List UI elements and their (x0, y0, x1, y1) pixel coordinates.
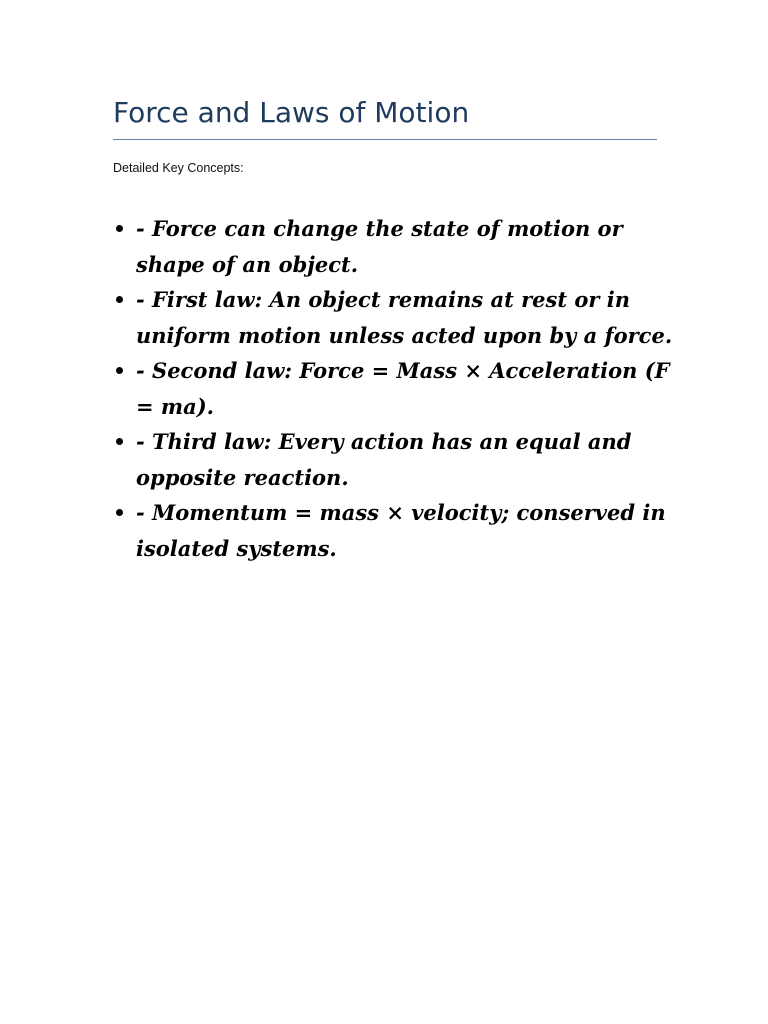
list-item-text: - First law: An object remains at rest or in uniform motion unless acted upon by a force. (136, 287, 673, 348)
section-subtitle: Detailed Key Concepts: (113, 161, 244, 175)
list-item (113, 282, 673, 353)
list-item-text: - Force can change the state of motion or shape of an object. (136, 216, 623, 277)
list-item (113, 211, 673, 282)
list-item (113, 353, 673, 424)
list-item-text: - Second law: Force = Mass × Acceleration (F = ma). (136, 358, 670, 419)
list-item-text: - Third law: Every action has an equal and opposite reaction. (136, 429, 632, 490)
list-item (113, 424, 673, 495)
list-item-text: - Momentum = mass × velocity; conserved in isolated systems. (136, 500, 666, 561)
title-underline (113, 139, 657, 140)
bullet-icon (113, 282, 125, 318)
key-concepts-list (113, 211, 673, 566)
list-item (113, 495, 673, 566)
bullet-icon (113, 495, 125, 531)
bullet-icon (113, 424, 125, 460)
bullet-icon (113, 211, 125, 247)
page-title: Force and Laws of Motion (113, 96, 470, 129)
bullet-icon (113, 353, 125, 389)
